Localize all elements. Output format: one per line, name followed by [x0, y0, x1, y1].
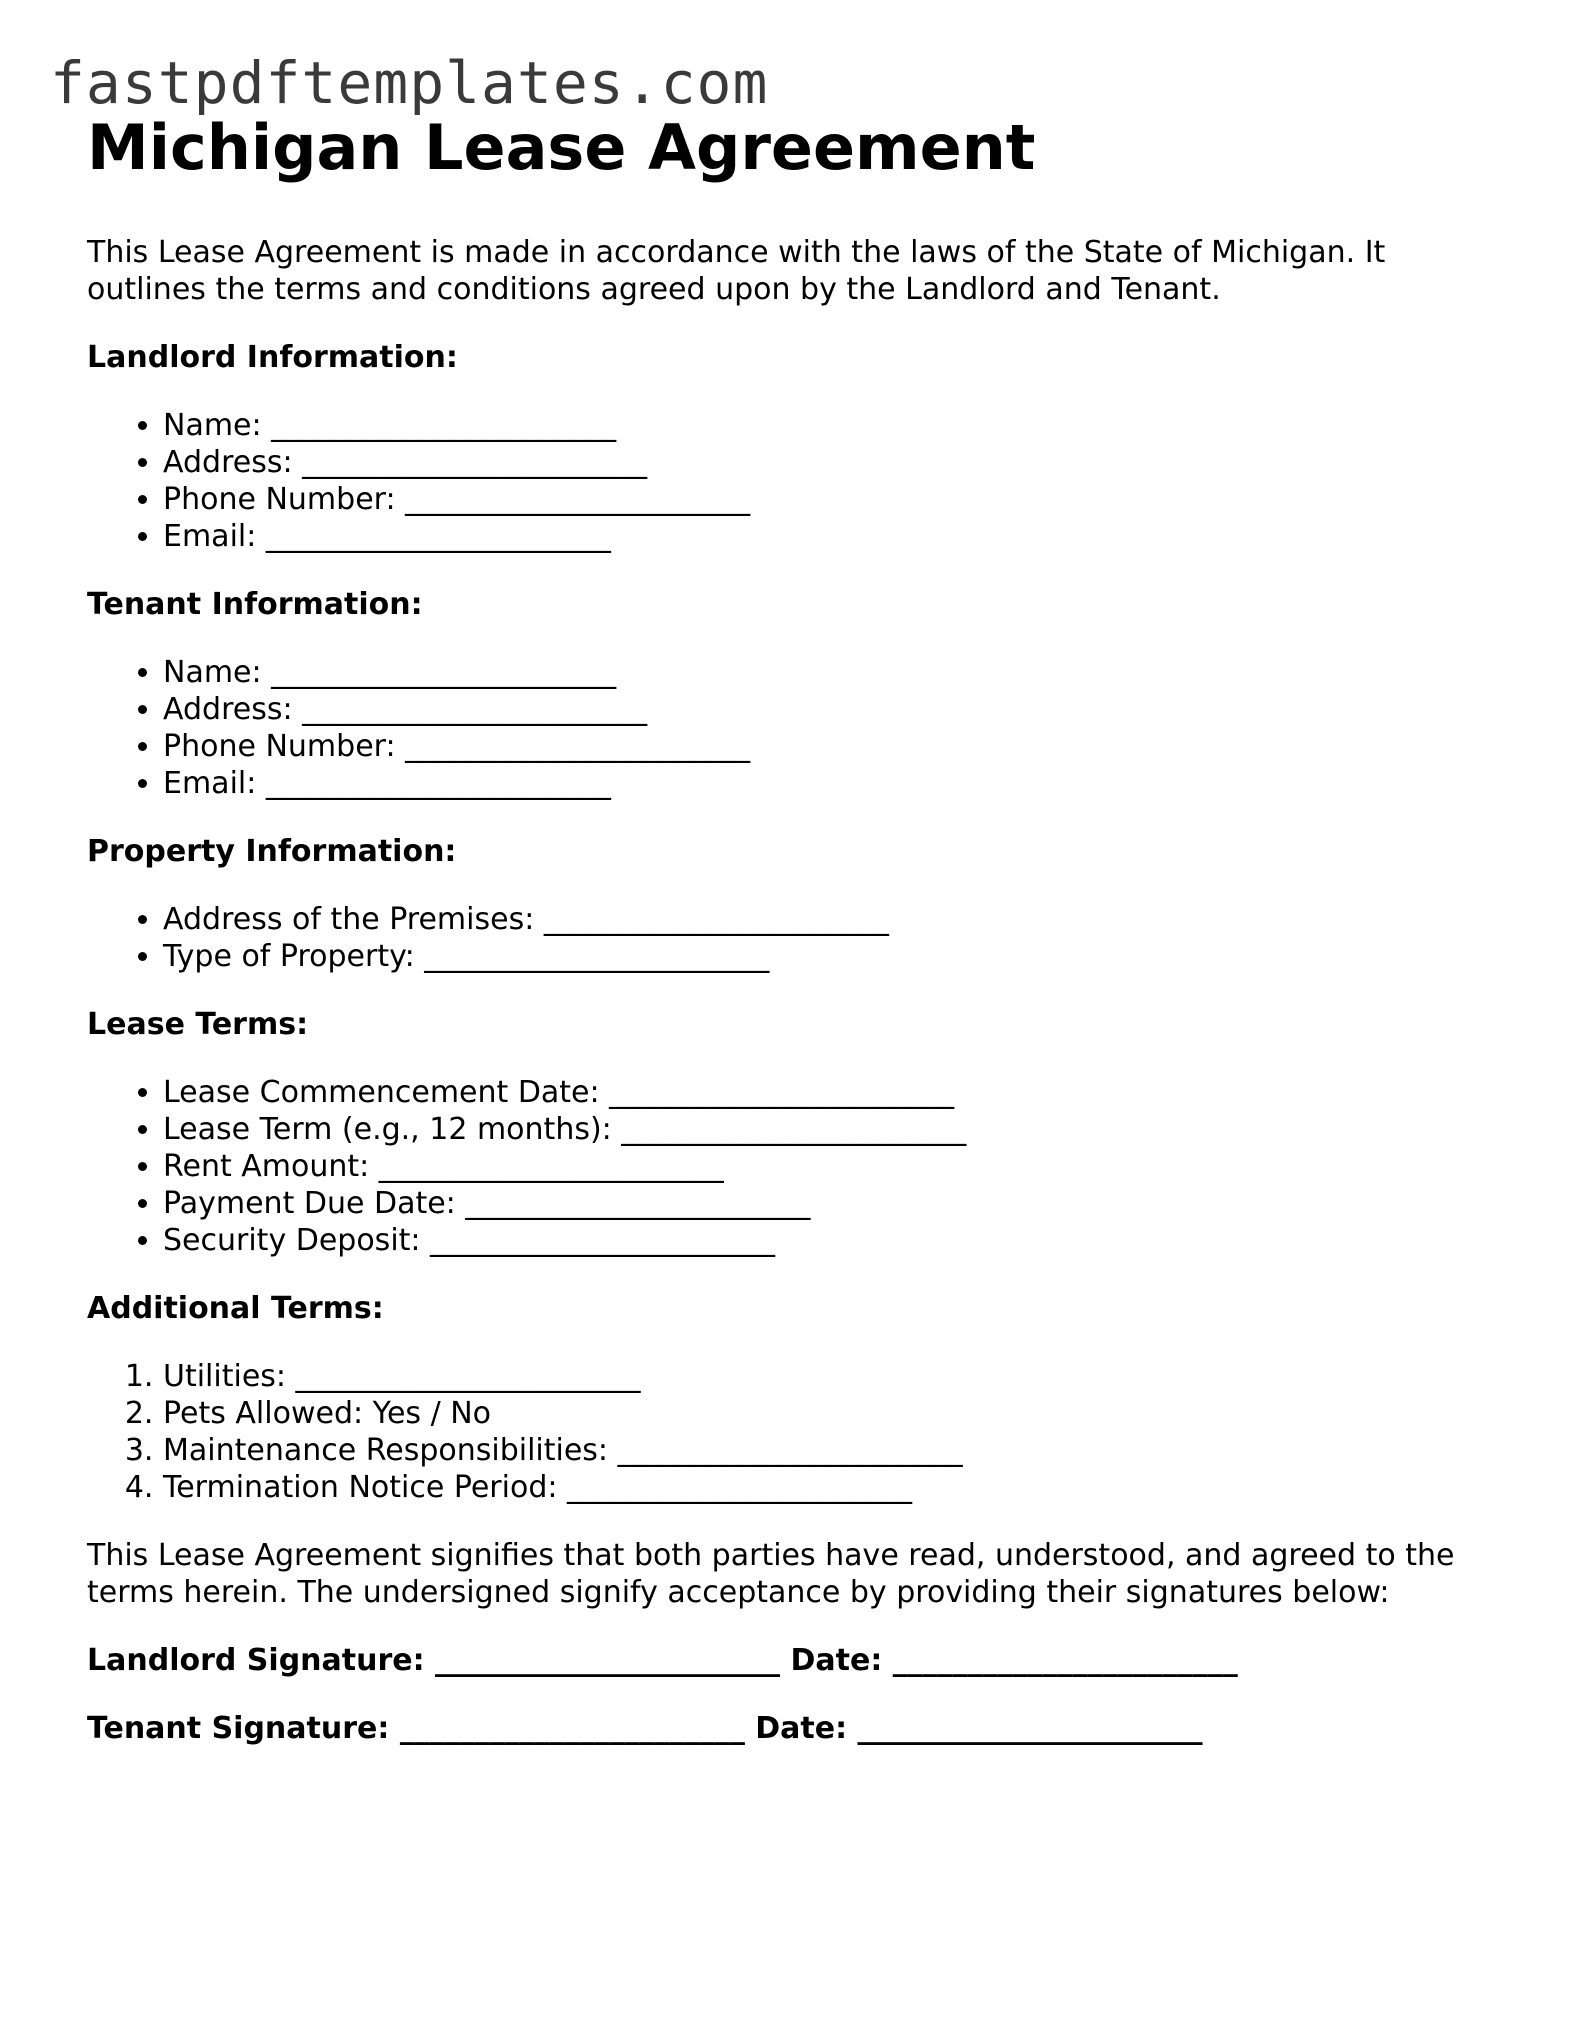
- termination-notice-field: 4. Termination Notice Period: _______________________: [163, 1469, 1507, 1506]
- utilities-field: 1. Utilities: _______________________: [163, 1358, 1507, 1395]
- tenant-signature-line: [87, 1710, 1507, 1747]
- tenant-heading: Tenant Information:: [87, 587, 423, 622]
- property-type-field: • Type of Property: _______________________: [163, 938, 1507, 975]
- landlord-address-field: • Address: _______________________: [163, 444, 1507, 481]
- watermark: fastpdftemplates.com: [50, 49, 769, 117]
- document-title: Michigan Lease Agreement: [87, 111, 1036, 184]
- property-heading: Property Information:: [87, 834, 457, 869]
- additional-terms-list: [87, 1358, 1507, 1506]
- rent-amount-field: • Rent Amount: _______________________: [163, 1148, 1507, 1185]
- tenant-address-field: • Address: _______________________: [163, 691, 1507, 728]
- document-page: [87, 108, 1507, 1747]
- landlord-signature-text: Landlord Signature: _______________________ Date: _______________________: [87, 1643, 1238, 1678]
- tenant-phone-field: • Phone Number: _______________________: [163, 728, 1507, 765]
- premises-address-field: • Address of the Premises: _______________________: [163, 901, 1507, 938]
- additional-terms-heading: Additional Terms:: [87, 1291, 384, 1326]
- lease-terms-heading: Lease Terms:: [87, 1007, 309, 1042]
- landlord-list: [87, 407, 1507, 555]
- security-deposit-field: • Security Deposit: _______________________: [163, 1222, 1507, 1259]
- landlord-signature-line: [87, 1642, 1507, 1679]
- tenant-list: [87, 654, 1507, 802]
- tenant-signature-text: Tenant Signature: _______________________ Date: _______________________: [87, 1711, 1203, 1746]
- pets-allowed-field: 2. Pets Allowed: Yes / No: [163, 1395, 1507, 1432]
- landlord-phone-field: • Phone Number: _______________________: [163, 481, 1507, 518]
- landlord-email-field: • Email: _______________________: [163, 518, 1507, 555]
- payment-due-date-field: • Payment Due Date: _______________________: [163, 1185, 1507, 1222]
- lease-terms-list: [87, 1074, 1507, 1259]
- intro-paragraph: This Lease Agreement is made in accordance with the laws of the State of Michigan. It outlines the terms and conditions agreed upon by the Landlord and Tenant.: [87, 235, 1386, 307]
- lease-term-field: • Lease Term (e.g., 12 months): _______________________: [163, 1111, 1507, 1148]
- closing-paragraph: This Lease Agreement signifies that both parties have read, understood, and agreed to the terms herein. The undersigned signify acceptance by providing their signatures below:: [87, 1538, 1455, 1610]
- maintenance-field: 3. Maintenance Responsibilities: _______________________: [163, 1432, 1507, 1469]
- property-list: [87, 901, 1507, 975]
- tenant-name-field: • Name: _______________________: [163, 654, 1507, 691]
- landlord-name-field: • Name: _______________________: [163, 407, 1507, 444]
- landlord-heading: Landlord Information:: [87, 340, 458, 375]
- commencement-date-field: • Lease Commencement Date: _______________________: [163, 1074, 1507, 1111]
- tenant-email-field: • Email: _______________________: [163, 765, 1507, 802]
